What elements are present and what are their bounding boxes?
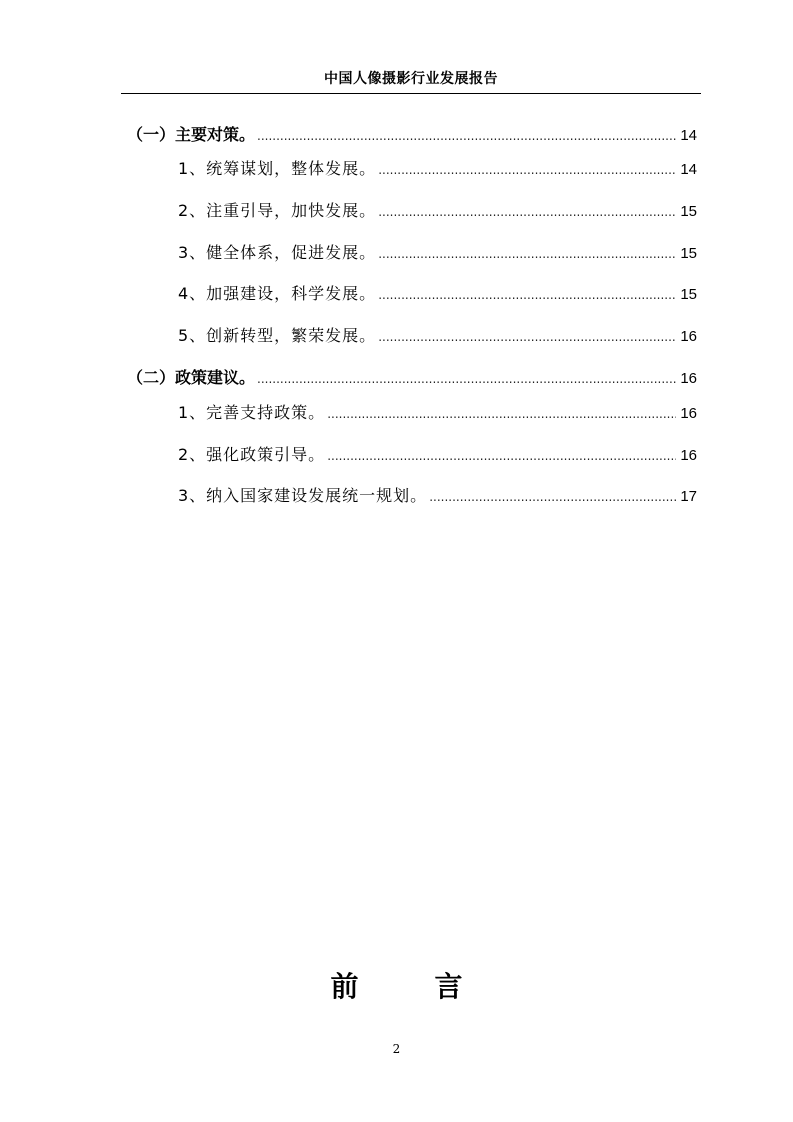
toc-entry[interactable] [178,402,697,424]
toc-entry[interactable] [178,200,697,222]
toc-leader-dots [327,445,676,467]
toc-leader-dots [378,326,676,348]
toc-entry-label: 3、健全体系，促进发展。 [178,243,377,262]
toc-leader-dots [257,368,676,390]
toc-entry[interactable] [127,367,697,389]
toc-entry-label: 1、统筹谋划，整体发展。 [178,159,377,178]
toc-entry-label: 5、创新转型，繁荣发展。 [178,326,377,345]
toc-leader-dots [257,125,676,147]
header-title: 中国人像摄影行业发展报告 [324,71,498,87]
toc-entry-page: 16 [680,370,697,387]
toc-entry-page: 14 [680,161,697,178]
toc-entry[interactable] [178,242,697,264]
toc-entry-label: （二）政策建议。 [127,368,256,387]
toc-entry-page: 17 [680,488,697,505]
toc-entry-label: 1、完善支持政策。 [178,403,326,422]
toc-leader-dots [378,201,676,223]
toc-leader-dots [378,284,676,306]
toc-entry[interactable] [127,124,697,146]
toc-entry-label: 3、纳入国家建设发展统一规划。 [178,486,428,505]
toc-leader-dots [378,243,676,265]
toc-leader-dots [327,403,676,425]
toc-entry-page: 15 [680,245,697,262]
toc-entry-label: 2、强化政策引导。 [178,445,326,464]
toc-entry-page: 15 [680,286,697,303]
toc-entry-label: 4、加强建设，科学发展。 [178,284,377,303]
toc-entry-page: 16 [680,447,697,464]
toc-entry[interactable] [178,325,697,347]
toc-entry[interactable] [178,283,697,305]
toc-entry-page: 16 [680,405,697,422]
section-heading: 前言 [330,970,539,1003]
toc-entry-page: 15 [680,203,697,220]
toc-leader-dots [378,159,676,181]
toc-leader-dots [429,486,676,508]
toc-entry-label: （一）主要对策。 [127,125,256,144]
page-number: 2 [392,1042,401,1056]
toc-entry-page: 16 [680,328,697,345]
toc-entry-page: 14 [680,127,697,144]
toc-entry[interactable] [178,158,697,180]
toc-entry[interactable] [178,485,697,507]
toc-entry[interactable] [178,444,697,466]
toc-entry-label: 2、注重引导，加快发展。 [178,201,377,220]
